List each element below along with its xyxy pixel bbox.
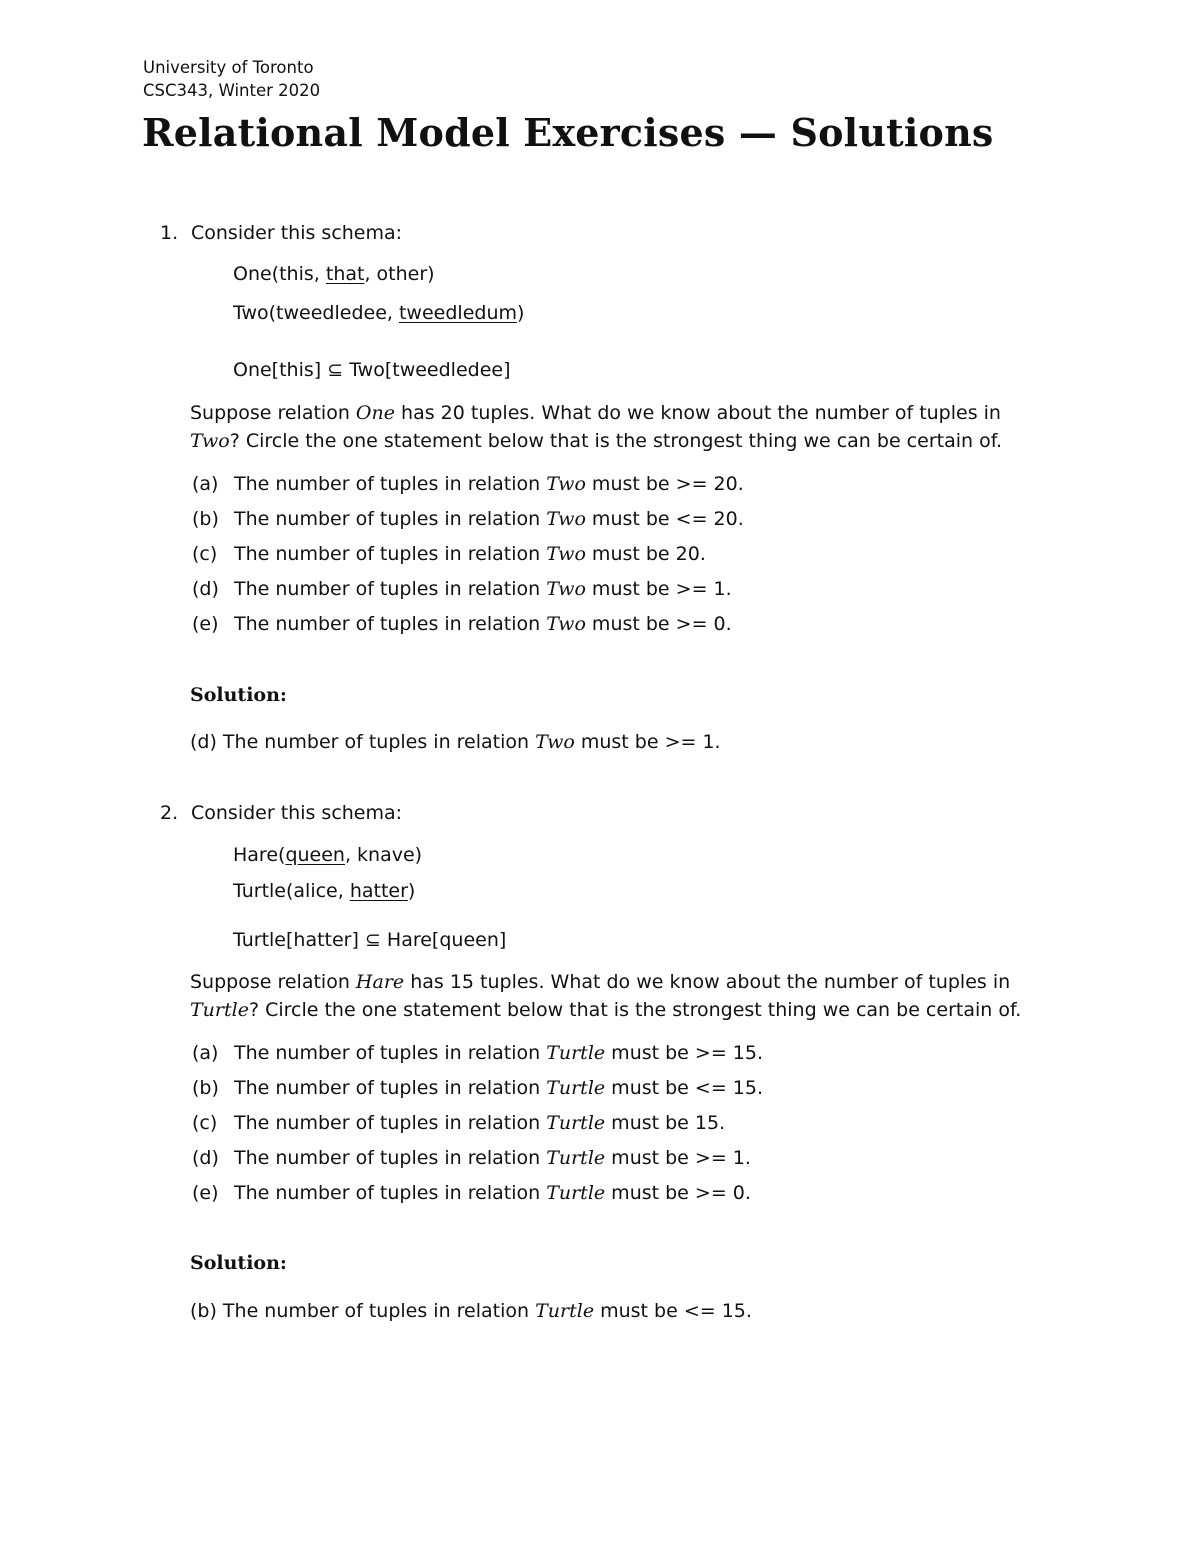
option-e[interactable]: (e) The number of tuples in relation Two must be >= 0. bbox=[192, 613, 732, 635]
schema-relation-hare: Hare(queen, knave) bbox=[233, 844, 423, 866]
option-d[interactable]: (d) The number of tuples in relation Turtle must be >= 1. bbox=[192, 1147, 751, 1169]
key-attribute: queen bbox=[285, 844, 345, 866]
key-attribute: that bbox=[325, 263, 365, 285]
option-e[interactable]: (e) The number of tuples in relation Turtle must be >= 0. bbox=[192, 1182, 751, 1204]
university-name: University of Toronto bbox=[143, 58, 314, 77]
question-prompt: Suppose relation One has 20 tuples. What do we know about the number of tuples in bbox=[190, 402, 1001, 424]
solution-answer: (d) The number of tuples in relation Two must be >= 1. bbox=[190, 731, 721, 753]
question-prompt-cont: Two? Circle the one statement below that is the strongest thing we can be certain of. bbox=[190, 430, 1003, 452]
option-a[interactable]: (a) The number of tuples in relation Turtle must be >= 15. bbox=[192, 1042, 764, 1064]
question-prompt: Suppose relation Hare has 15 tuples. What do we know about the number of tuples in bbox=[190, 971, 1011, 993]
solution-heading: Solution: bbox=[190, 1252, 287, 1274]
inclusion-constraint: One[this] ⊆ Two[tweedledee] bbox=[233, 359, 511, 381]
question-intro: Consider this schema: bbox=[191, 802, 403, 824]
page-title: Relational Model Exercises — Solutions bbox=[142, 110, 994, 155]
option-b[interactable]: (b) The number of tuples in relation Turtle must be <= 15. bbox=[192, 1077, 764, 1099]
schema-relation-two: Two(tweedledee, tweedledum) bbox=[233, 302, 525, 324]
question-intro: Consider this schema: bbox=[191, 222, 403, 244]
key-attribute: hatter bbox=[349, 880, 408, 902]
option-c[interactable]: (c) The number of tuples in relation Turtle must be 15. bbox=[192, 1112, 726, 1134]
schema-relation-one: One(this, that, other) bbox=[233, 263, 435, 285]
question-number: 1. bbox=[160, 222, 179, 244]
option-d[interactable]: (d) The number of tuples in relation Two must be >= 1. bbox=[192, 578, 732, 600]
solution-heading: Solution: bbox=[190, 684, 287, 706]
solution-answer: (b) The number of tuples in relation Turtle must be <= 15. bbox=[190, 1300, 752, 1322]
schema-relation-turtle: Turtle(alice, hatter) bbox=[233, 880, 416, 902]
key-attribute: tweedledum bbox=[398, 302, 517, 324]
question-prompt-cont: Turtle? Circle the one statement below that is the strongest thing we can be certain of. bbox=[190, 999, 1022, 1021]
inclusion-constraint: Turtle[hatter] ⊆ Hare[queen] bbox=[233, 929, 507, 951]
option-c[interactable]: (c) The number of tuples in relation Two must be 20. bbox=[192, 543, 706, 565]
question-number: 2. bbox=[160, 802, 179, 824]
option-b[interactable]: (b) The number of tuples in relation Two must be <= 20. bbox=[192, 508, 744, 530]
course-name: CSC343, Winter 2020 bbox=[143, 81, 321, 100]
option-a[interactable]: (a) The number of tuples in relation Two must be >= 20. bbox=[192, 473, 744, 495]
